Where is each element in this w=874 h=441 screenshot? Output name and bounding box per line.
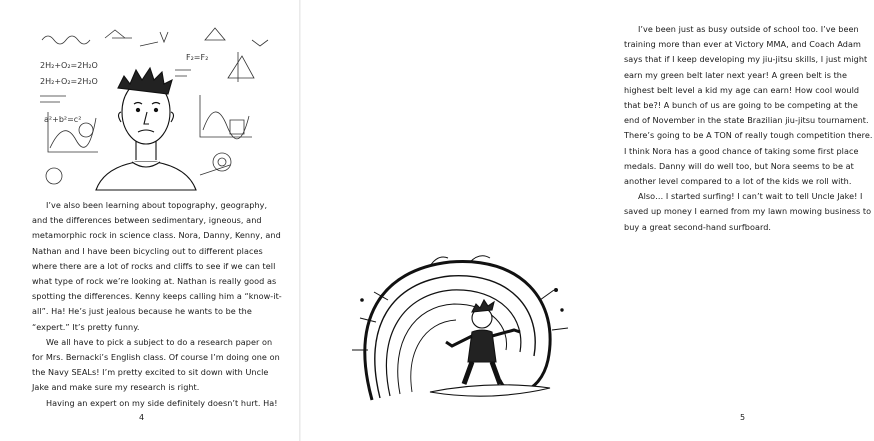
paragraph: We all have to pick a subject to do a research paper on for Mrs. Bernacki’s English class. Of course I’m doing one on the Navy SEALs! I’m pretty excited to sit down with Uncle Jake and make sure my research is right.	[32, 336, 280, 393]
paragraph: I’ve been just as busy outside of school too. I’ve been training more than ever at Victory MMA, and Coach Adam says that if I keep developing my jiu-jitsu skills, I just might earn my green belt later next year! A green belt is the highest belt level a kid my age can earn! How cool would that be?! A bunch of us are going to be competing at the end of November in the state Brazilian jiu-jitsu tournament. There’s going to be A TON of really tough competition there. I think Nora has a good chance of taking some first place medals. Danny will do well too, but Nora seems to be at another level compared to a lot of the kids we roll with.	[624, 24, 873, 187]
equation-scribble: 2H₂+O₂=2H₂O	[40, 61, 98, 70]
right-page-text	[624, 22, 874, 235]
paragraph: Having an expert on my side definitely doesn’t hurt. Ha!	[46, 397, 278, 408]
equation-scribble: a²+b²=c²	[44, 115, 82, 124]
paragraph: I’ve also been learning about topography, geography, and the differences between sedimentary, igneous, and metamorphic rock in science class. Nora, Danny, Kenny, and Nathan and I have been bicycling out to different places where there are a lot of rocks and cliffs to see if we can tell what type of rock we’re looking at. Nathan is really good as spotting the differences. Kenny keeps calling him a “know-it-all”. Ha! He’s just jealous because he wants to be the “expert.” It’s pretty funny.	[32, 200, 282, 332]
page-number: 5	[740, 413, 746, 422]
page-number: 4	[139, 413, 145, 422]
paragraph: Also… I started surfing! I can’t wait to tell Uncle Jake! I saved up money I earned from my lawn mowing business to buy a great second-hand surfboard.	[624, 191, 872, 232]
equation-scribble: 2H₂+O₂=2H₂O	[40, 77, 98, 86]
right-page	[300, 0, 873, 441]
equation-scribble: F₂=F₂	[186, 53, 209, 62]
